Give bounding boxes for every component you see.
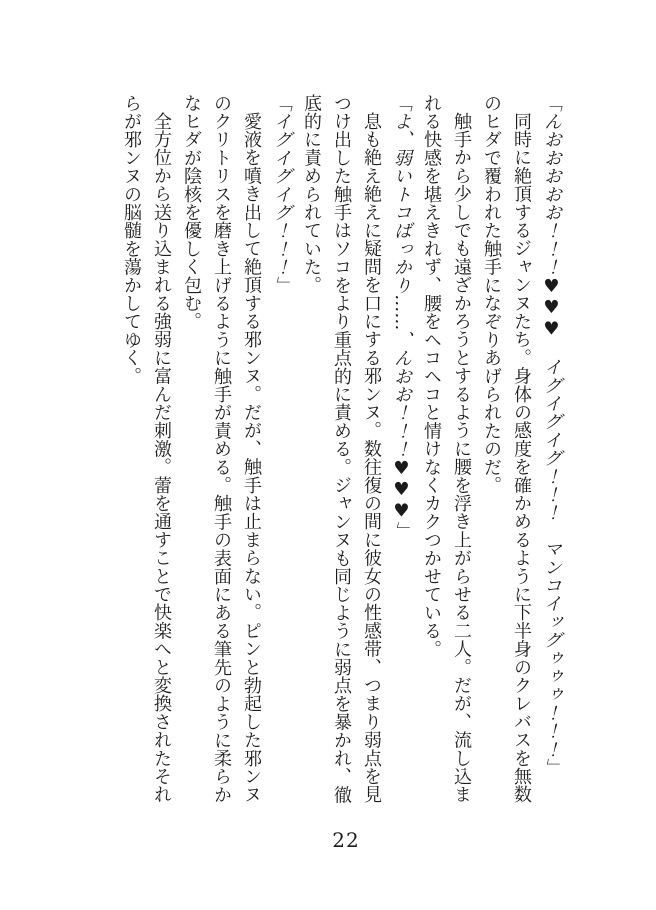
paragraph-narrative: 全方位から送り込まれる強弱に富んだ刺激。蕾を通すことで快楽へと変換されたそれらが邪ンヌの脳髄を蕩かしてゆく。 bbox=[121, 94, 172, 804]
paragraph-narrative: 息も絶え絶えに疑問を口にする邪ンヌ。数往復の間に彼女の性感帯、つまり弱点を見つけ出した触手はソコをより重点的に責める。ジャンヌも同じように弱点を暴かれ、徹底的に責められていた。 bbox=[301, 94, 382, 804]
paragraph-dialogue: 「んおおおおお！！！♥♥♥ イグイグイグ！！！ マンコイッグゥゥゥ！！！」 bbox=[541, 94, 562, 777]
paragraph-narrative: 愛液を噴き出して絶頂する邪ンヌ。だが、触手は止まらない。ピンと勃起した邪ンヌのクリトリスを磨き上げるように触手が責める。触手の表面にある筆先のように柔らかなヒダが陰核を優しく包む。 bbox=[181, 94, 262, 804]
paragraph-dialogue: 「イグイグイグ！！！」 bbox=[271, 94, 292, 295]
paragraph-narrative: 触手から少しでも遠ざかろうとするように腰を浮き上がらせる二人。だが、流し込まれる快感を堪えきれず、腰をヘコヘコと情けなくカクつかせている。 bbox=[421, 94, 472, 804]
paragraph-dialogue: 「よ、弱いトコばっかり……、んおお！！！♥♥♥」 bbox=[391, 94, 412, 540]
novel-text bbox=[116, 94, 566, 820]
paragraph-narrative: 同時に絶頂するジャンヌたち。身体の感度を確かめるように下半身のクレバスを無数のヒダで覆われた触手になぞりあげられたのだ。 bbox=[481, 94, 532, 804]
page-number: 22 bbox=[332, 828, 360, 852]
